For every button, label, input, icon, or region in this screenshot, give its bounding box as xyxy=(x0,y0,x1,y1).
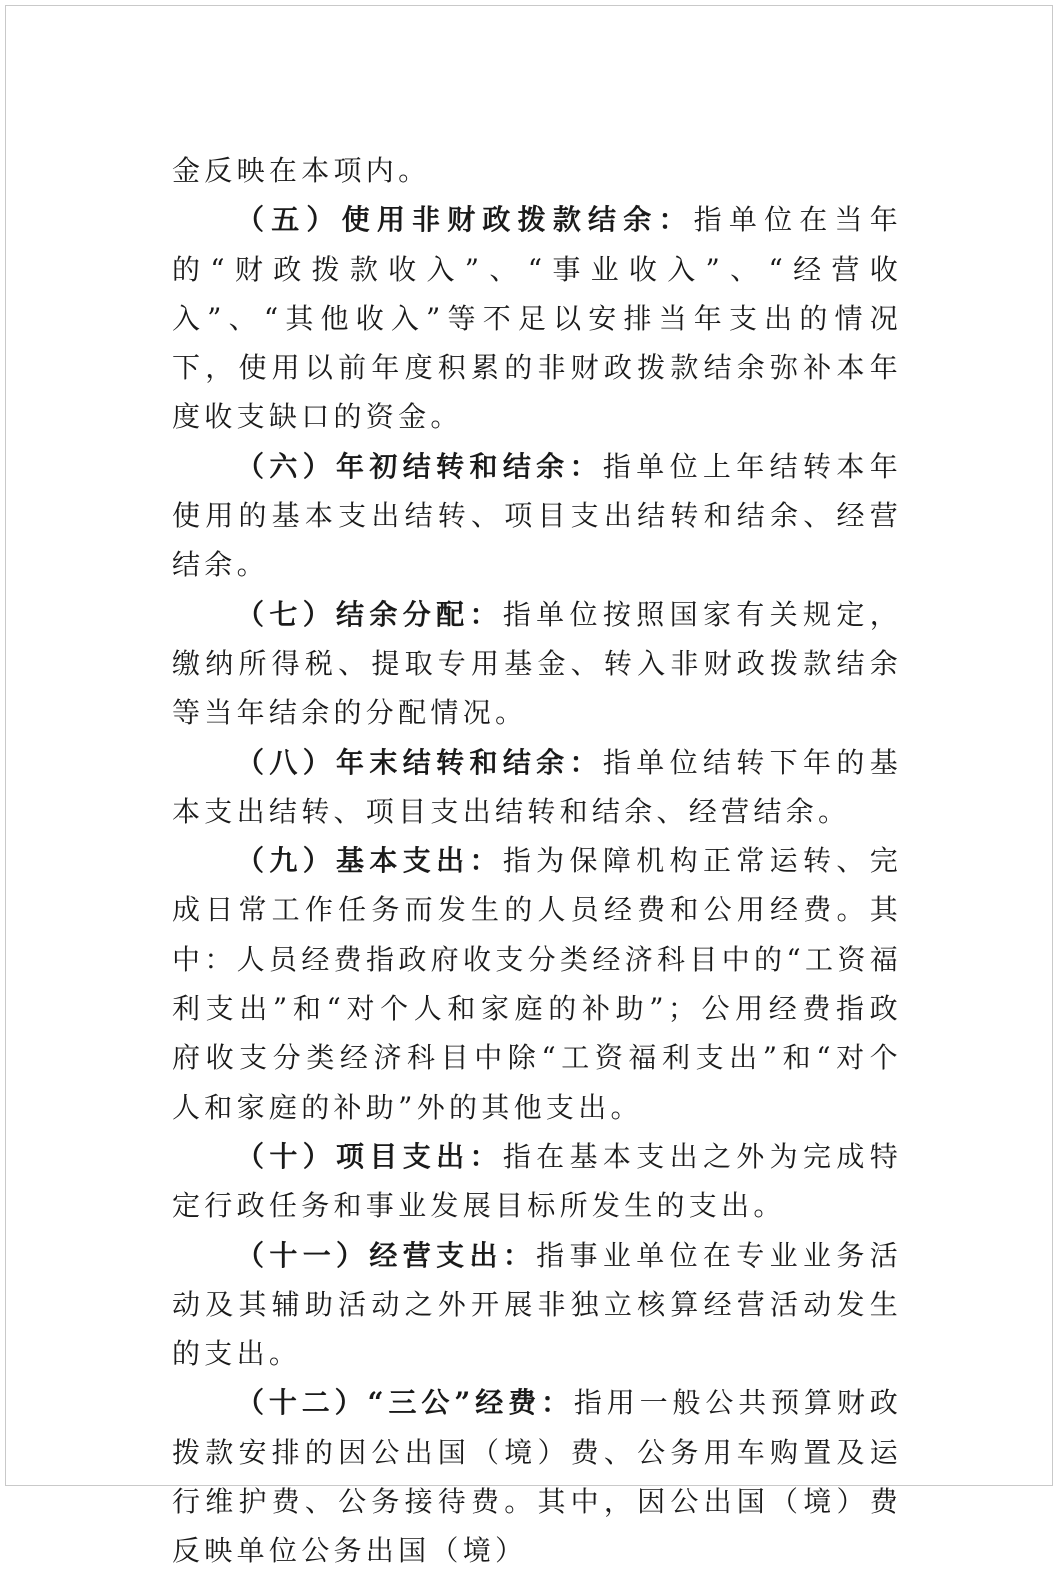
page-frame xyxy=(5,5,1053,1568)
paragraph-text: 指单位上年结转本年使用的基本支出结转、项目支出结转和结余、经营结余。 xyxy=(172,449,902,582)
term-heading: （五）使用非财政拨款结余： xyxy=(236,203,694,237)
paragraph-opening-carryover xyxy=(172,442,902,590)
paragraph-text: 指用一般公共预算财政拨款安排的因公出国（境）费、公务用车购置及运行维护费、公务接待费。其中，因公出国（境）费反映单位公务出国（境） xyxy=(172,1386,902,1568)
paragraph-text: 指单位结转下年的基本支出结转、项目支出结转和结余、经营结余。 xyxy=(172,745,902,828)
term-heading: （十一）经营支出： xyxy=(236,1238,537,1272)
paragraph-closing-carryover xyxy=(172,738,902,837)
term-heading: （六）年初结转和结余： xyxy=(236,449,603,483)
paragraph-continuation xyxy=(172,146,902,195)
paragraph-text: 指在基本支出之外为完成特定行政任务和事业发展目标所发生的支出。 xyxy=(172,1139,902,1223)
term-heading: （八）年末结转和结余： xyxy=(236,745,603,779)
document-body xyxy=(172,146,902,1576)
paragraph-non-fiscal-surplus-use xyxy=(172,195,902,441)
paragraph-operating-expenditure xyxy=(172,1231,902,1379)
term-heading: （九）基本支出： xyxy=(236,844,503,878)
term-heading: （七）结余分配： xyxy=(236,597,503,631)
paragraph-text: 指为保障机构正常运转、完成日常工作任务而发生的人员经费和公用经费。其中：人员经费指政府收支分类经济科目中的“工资福利支出”和“对个人和家庭的补助”；公用经费指政府收支分类经济科目中除“工资福利支出”和“对个人和家庭的补助”外的其他支出。 xyxy=(172,844,902,1124)
paragraph-text: 指单位在当年的“财政拨款收入”、“事业收入”、“经营收入”、“其他收入”等不足以安排当年支出的情况下，使用以前年度积累的非财政拨款结余弥补本年度收支缺口的资金。 xyxy=(172,203,902,434)
paragraph-three-public-expenses xyxy=(172,1378,902,1575)
term-heading: （十）项目支出： xyxy=(236,1139,503,1173)
paragraph-text: 金反映在本项内。 xyxy=(172,154,431,187)
paragraph-text: 指单位按照国家有关规定，缴纳所得税、提取专用基金、转入非财政拨款结余等当年结余的分配情况。 xyxy=(172,597,902,730)
paragraph-project-expenditure xyxy=(172,1132,902,1231)
paragraph-basic-expenditure xyxy=(172,836,902,1132)
paragraph-surplus-distribution xyxy=(172,590,902,738)
term-heading: （十二）“三公”经费： xyxy=(236,1386,574,1420)
paragraph-text: 指事业单位在专业业务活动及其辅助活动之外开展非独立核算经营活动发生的支出。 xyxy=(172,1238,902,1371)
